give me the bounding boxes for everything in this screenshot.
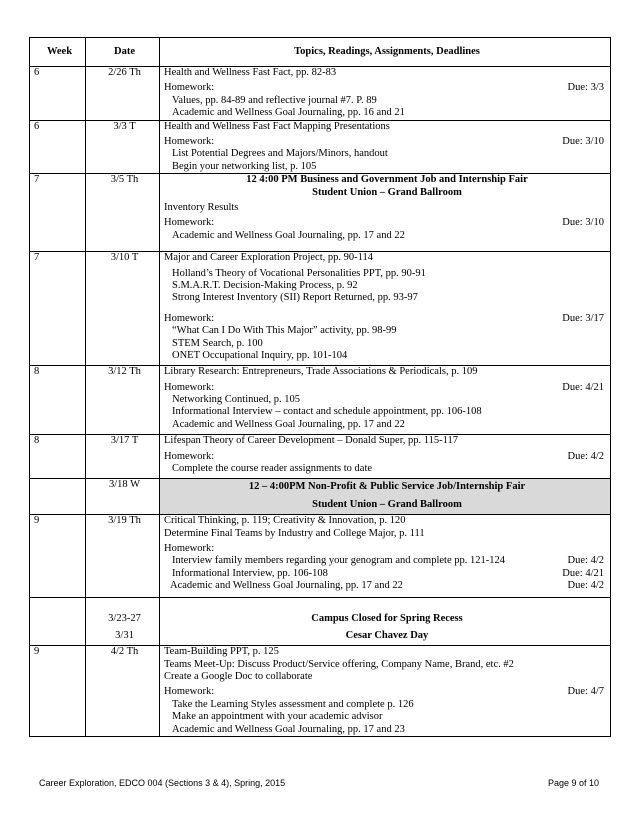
date-cell: 3/19 Th: [86, 515, 160, 598]
topic-line: Inventory Results: [164, 202, 239, 214]
table-row: [30, 515, 611, 598]
homework-item-text: Academic and Wellness Goal Journaling, pp. 17 and 22: [170, 580, 403, 592]
date-cell: 3/12 Th: [86, 366, 160, 435]
topic-line: Critical Thinking, p. 119; Creativity & Innovation, p. 120: [164, 515, 406, 527]
due-date: Due: 3/10: [562, 136, 604, 148]
due-date: Due: 3/17: [562, 312, 604, 324]
homework-item: Make an appointment with your academic advisor: [172, 711, 383, 723]
subtopic-line: Strong Interest Inventory (SII) Report Returned, pp. 93-97: [172, 292, 418, 304]
table-row: [30, 366, 611, 435]
topics-cell: [160, 252, 611, 366]
topics-cell: [160, 67, 611, 121]
topics-cell: [160, 174, 611, 252]
header-week: Week: [30, 38, 86, 67]
date-cell: 3/17 T: [86, 435, 160, 479]
topics-cell: [160, 646, 611, 737]
week-cell: 8: [30, 435, 86, 479]
due-date: Due: 4/2: [567, 450, 604, 462]
homework-item: Academic and Wellness Goal Journaling, pp. 17 and 22: [172, 229, 405, 241]
table-row: [30, 174, 611, 252]
table-row: [30, 67, 611, 121]
homework-line: [164, 136, 610, 148]
homework-label: Homework:: [164, 381, 215, 393]
header-date: Date: [86, 38, 160, 67]
due-date: Due: 4/7: [567, 686, 604, 698]
due-date: Due: 4/2: [567, 555, 604, 567]
date-cell: 3/3 T: [86, 120, 160, 174]
event-title: 12 – 4:00PM Non-Profit & Public Service Job/Internship Fair: [248, 481, 526, 493]
page-footer: [39, 778, 599, 788]
homework-label: Homework:: [164, 312, 215, 324]
homework-item: Networking Continued, p. 105: [172, 394, 301, 406]
week-cell: 7: [30, 174, 86, 252]
date-cell: 3/5 Th: [86, 174, 160, 252]
due-date: Due: 3/3: [567, 82, 604, 94]
due-date: Due: 4/2: [567, 580, 604, 592]
homework-line: [164, 451, 610, 463]
homework-item: Informational Interview – contact and schedule appointment, pp. 106-108: [172, 406, 482, 418]
footer-page-number: Page 9 of 10: [547, 778, 599, 788]
table-row: [30, 120, 611, 174]
event-title: 12 4:00 PM Business and Government Job and Internship Fair: [246, 174, 528, 186]
topic-line: Health and Wellness Fast Fact Mapping Presentations: [164, 120, 390, 132]
week-cell: [30, 598, 86, 646]
topic-line: Teams Meet-Up: Discuss Product/Service offering, Company Name, Brand, etc. #2: [164, 658, 514, 670]
homework-item: Academic and Wellness Goal Journaling, pp. 16 and 21: [172, 107, 405, 119]
date-cell: 2/26 Th: [86, 67, 160, 121]
homework-item: List Potential Degrees and Majors/Minors, handout: [172, 148, 388, 160]
topics-cell: [160, 515, 611, 598]
date-cell: 3/10 T: [86, 252, 160, 366]
topics-cell: [160, 120, 611, 174]
week-cell: 6: [30, 67, 86, 121]
topics-cell: [160, 479, 611, 515]
homework-label: Homework:: [164, 450, 215, 462]
date-cell: 4/2 Th: [86, 646, 160, 737]
homework-label: Homework:: [164, 82, 215, 94]
homework-item: Begin your networking list, p. 105: [172, 160, 317, 172]
homework-item: [164, 580, 610, 592]
date-range: 3/23-27: [108, 613, 141, 625]
week-cell: 9: [30, 515, 86, 598]
table-header-row: [30, 38, 611, 67]
homework-item-text: Informational Interview, pp. 106-108: [172, 567, 328, 579]
homework-label: Homework:: [164, 543, 215, 555]
event-location: Student Union – Grand Ballroom: [312, 498, 462, 510]
homework-line: [164, 217, 610, 229]
homework-label: Homework:: [164, 136, 215, 148]
date-cell: [86, 598, 160, 646]
homework-item-text: Interview family members regarding your genogram and complete pp. 121-124: [172, 555, 505, 567]
date-cell: 3/18 W: [86, 479, 160, 515]
subtopic-line: Holland’s Theory of Vocational Personalities PPT, pp. 90-91: [172, 267, 426, 279]
homework-item: Academic and Wellness Goal Journaling, pp. 17 and 22: [172, 418, 405, 430]
homework-label: Homework:: [164, 686, 215, 698]
homework-item: Values, pp. 84-89 and reflective journal #7. P. 89: [172, 94, 377, 106]
table-row: [30, 252, 611, 366]
homework-item: Take the Learning Styles assessment and complete p. 126: [172, 698, 414, 710]
topic-line: Team-Building PPT, p. 125: [164, 646, 279, 658]
week-cell: [30, 479, 86, 515]
homework-item: “What Can I Do With This Major” activity, pp. 98-99: [172, 325, 397, 337]
footer-course: Career Exploration, EDCO 004 (Sections 3 & 4), Spring, 2015: [39, 778, 286, 788]
homework-line: [164, 686, 610, 698]
homework-item: [164, 555, 610, 567]
topic-line: Determine Final Teams by Industry and College Major, p. 111: [164, 527, 425, 539]
topics-cell: [160, 366, 611, 435]
homework-line: [164, 382, 610, 394]
homework-item: Complete the course reader assignments to date: [172, 463, 373, 475]
schedule-table: [29, 37, 611, 737]
homework-item: [164, 568, 610, 580]
subtopic-line: S.M.A.R.T. Decision-Making Process, p. 92: [172, 280, 358, 292]
homework-label: Homework:: [164, 217, 215, 229]
topic-line: Health and Wellness Fast Fact, pp. 82-83: [164, 67, 337, 78]
event-title: Campus Closed for Spring Recess: [311, 613, 463, 625]
homework-line: [164, 82, 610, 94]
due-date: Due: 4/21: [562, 567, 604, 579]
week-cell: 6: [30, 120, 86, 174]
event-location: Student Union – Grand Ballroom: [312, 186, 462, 198]
homework-item: STEM Search, p. 100: [172, 337, 263, 349]
week-cell: 7: [30, 252, 86, 366]
topic-line: Create a Google Doc to collaborate: [164, 671, 313, 683]
table-row: [30, 598, 611, 646]
topics-cell: [160, 598, 611, 646]
due-date: Due: 3/10: [562, 217, 604, 229]
topic-line: Library Research: Entrepreneurs, Trade Associations & Periodicals, p. 109: [164, 366, 478, 378]
header-topics: Topics, Readings, Assignments, Deadlines: [160, 38, 611, 67]
topics-cell: [160, 435, 611, 479]
event-location: Cesar Chavez Day: [345, 629, 429, 641]
week-cell: 8: [30, 366, 86, 435]
table-row: [30, 646, 611, 737]
week-cell: 9: [30, 646, 86, 737]
date-holiday: 3/31: [115, 629, 134, 641]
homework-line: [164, 313, 610, 325]
homework-item: Academic and Wellness Goal Journaling, pp. 17 and 23: [172, 723, 405, 735]
topic-line: Lifespan Theory of Career Development – Donald Super, pp. 115-117: [164, 435, 458, 447]
homework-item: ONET Occupational Inquiry, pp. 101-104: [172, 350, 348, 362]
table-row: [30, 479, 611, 515]
topic-line: Major and Career Exploration Project, pp. 90-114: [164, 252, 373, 264]
table-row: [30, 435, 611, 479]
due-date: Due: 4/21: [562, 381, 604, 393]
